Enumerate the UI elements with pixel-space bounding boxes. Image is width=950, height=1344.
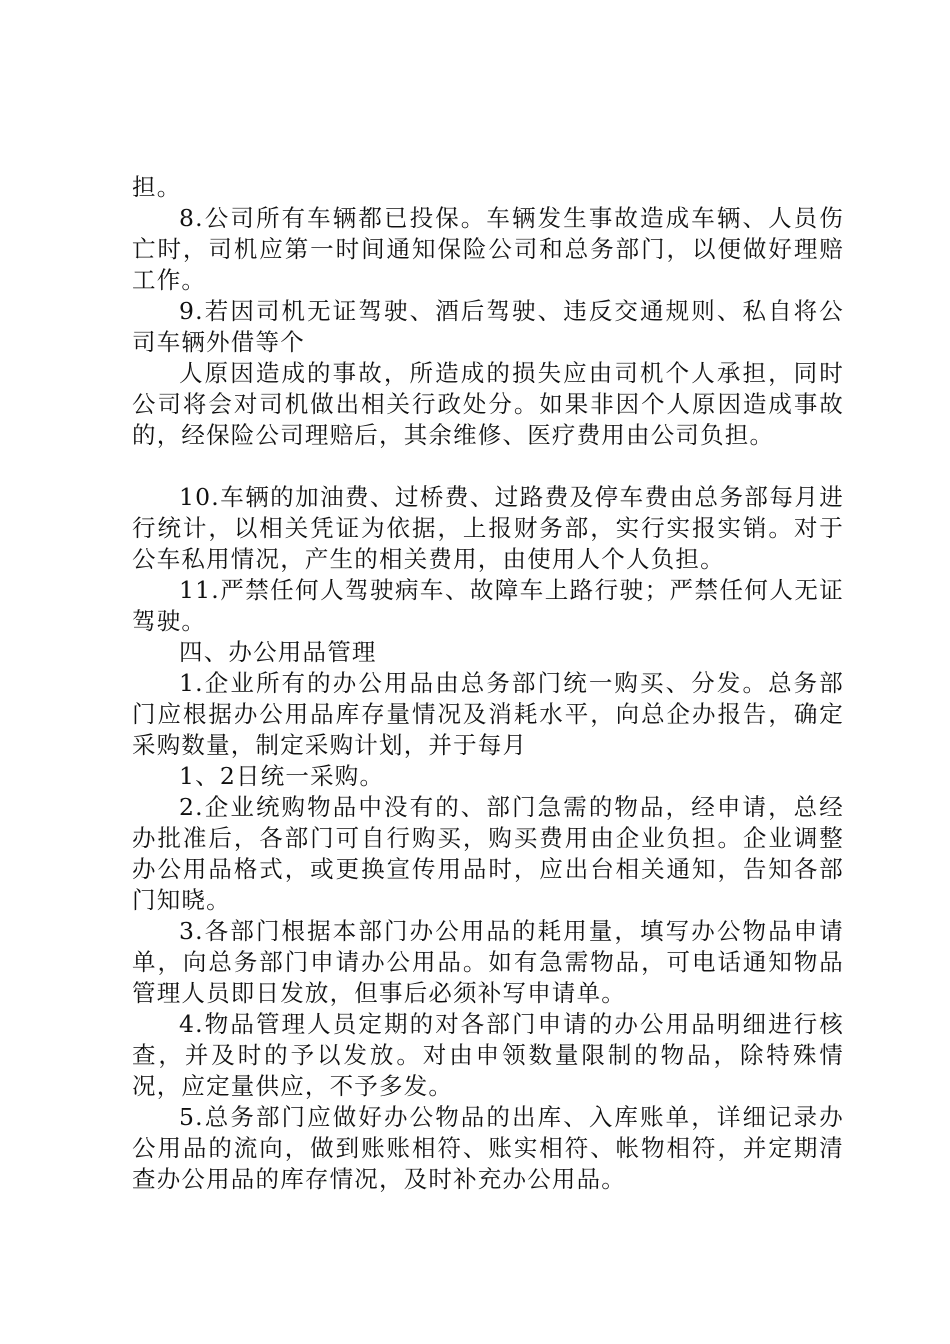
paragraph-supplies-4: 4.物品管理人员定期的对各部门申请的办公用品明细进行核查，并及时的予以发放。对由申领数量限制的物品，除特殊情况，应定量供应，不予多发。 bbox=[132, 1010, 844, 1100]
paragraph-continuation: 担。 bbox=[132, 173, 182, 201]
paragraph-supplies-5: 5.总务部门应做好办公物品的出库、入库账单，详细记录办公用品的流向，做到账账相符、账实相符、帐物相符，并定期清查办公用品的库存情况，及时补充办公用品。 bbox=[132, 1103, 844, 1193]
paragraph-supplies-2: 2.企业统购物品中没有的、部门急需的物品，经申请，总经办批准后，各部门可自行购买，购买费用由企业负担。企业调整办公用品格式，或更换宣传用品时，应出台相关通知，告知各部门知晓。 bbox=[132, 793, 844, 914]
document-body bbox=[132, 172, 844, 1195]
paragraph-item-11: 11.严禁任何人驾驶病车、故障车上路行驶；严禁任何人无证驾驶。 bbox=[132, 576, 844, 635]
paragraph-supplies-3: 3.各部门根据本部门办公用品的耗用量，填写办公物品申请单，向总务部门申请办公用品。如有急需物品，可电话通知物品管理人员即日发放，但事后必须补写申请单。 bbox=[132, 917, 844, 1007]
paragraph-supplies-1-continued: 1、2日统一采购。 bbox=[179, 762, 385, 790]
section-heading-office-supplies: 四、办公用品管理 bbox=[179, 638, 377, 666]
paragraph-item-9: 9.若因司机无证驾驶、酒后驾驶、违反交通规则、私自将公司车辆外借等个 bbox=[132, 297, 844, 356]
paragraph-item-9-continued: 人原因造成的事故，所造成的损失应由司机个人承担，同时公司将会对司机做出相关行政处分。如果非因个人原因造成事故的，经保险公司理赔后，其余维修、医疗费用由公司负担。 bbox=[132, 359, 844, 449]
paragraph-supplies-1: 1.企业所有的办公用品由总务部门统一购买、分发。总务部门应根据办公用品库存量情况及消耗水平，向总企办报告，确定采购数量，制定采购计划，并于每月 bbox=[132, 669, 844, 759]
paragraph-item-10: 10.车辆的加油费、过桥费、过路费及停车费由总务部每月进行统计，以相关凭证为依据，上报财务部，实行实报实销。对于公车私用情况，产生的相关费用，由使用人个人负担。 bbox=[132, 483, 844, 573]
paragraph-item-8: 8.公司所有车辆都已投保。车辆发生事故造成车辆、人员伤亡时，司机应第一时间通知保险公司和总务部门，以便做好理赔工作。 bbox=[132, 204, 844, 294]
